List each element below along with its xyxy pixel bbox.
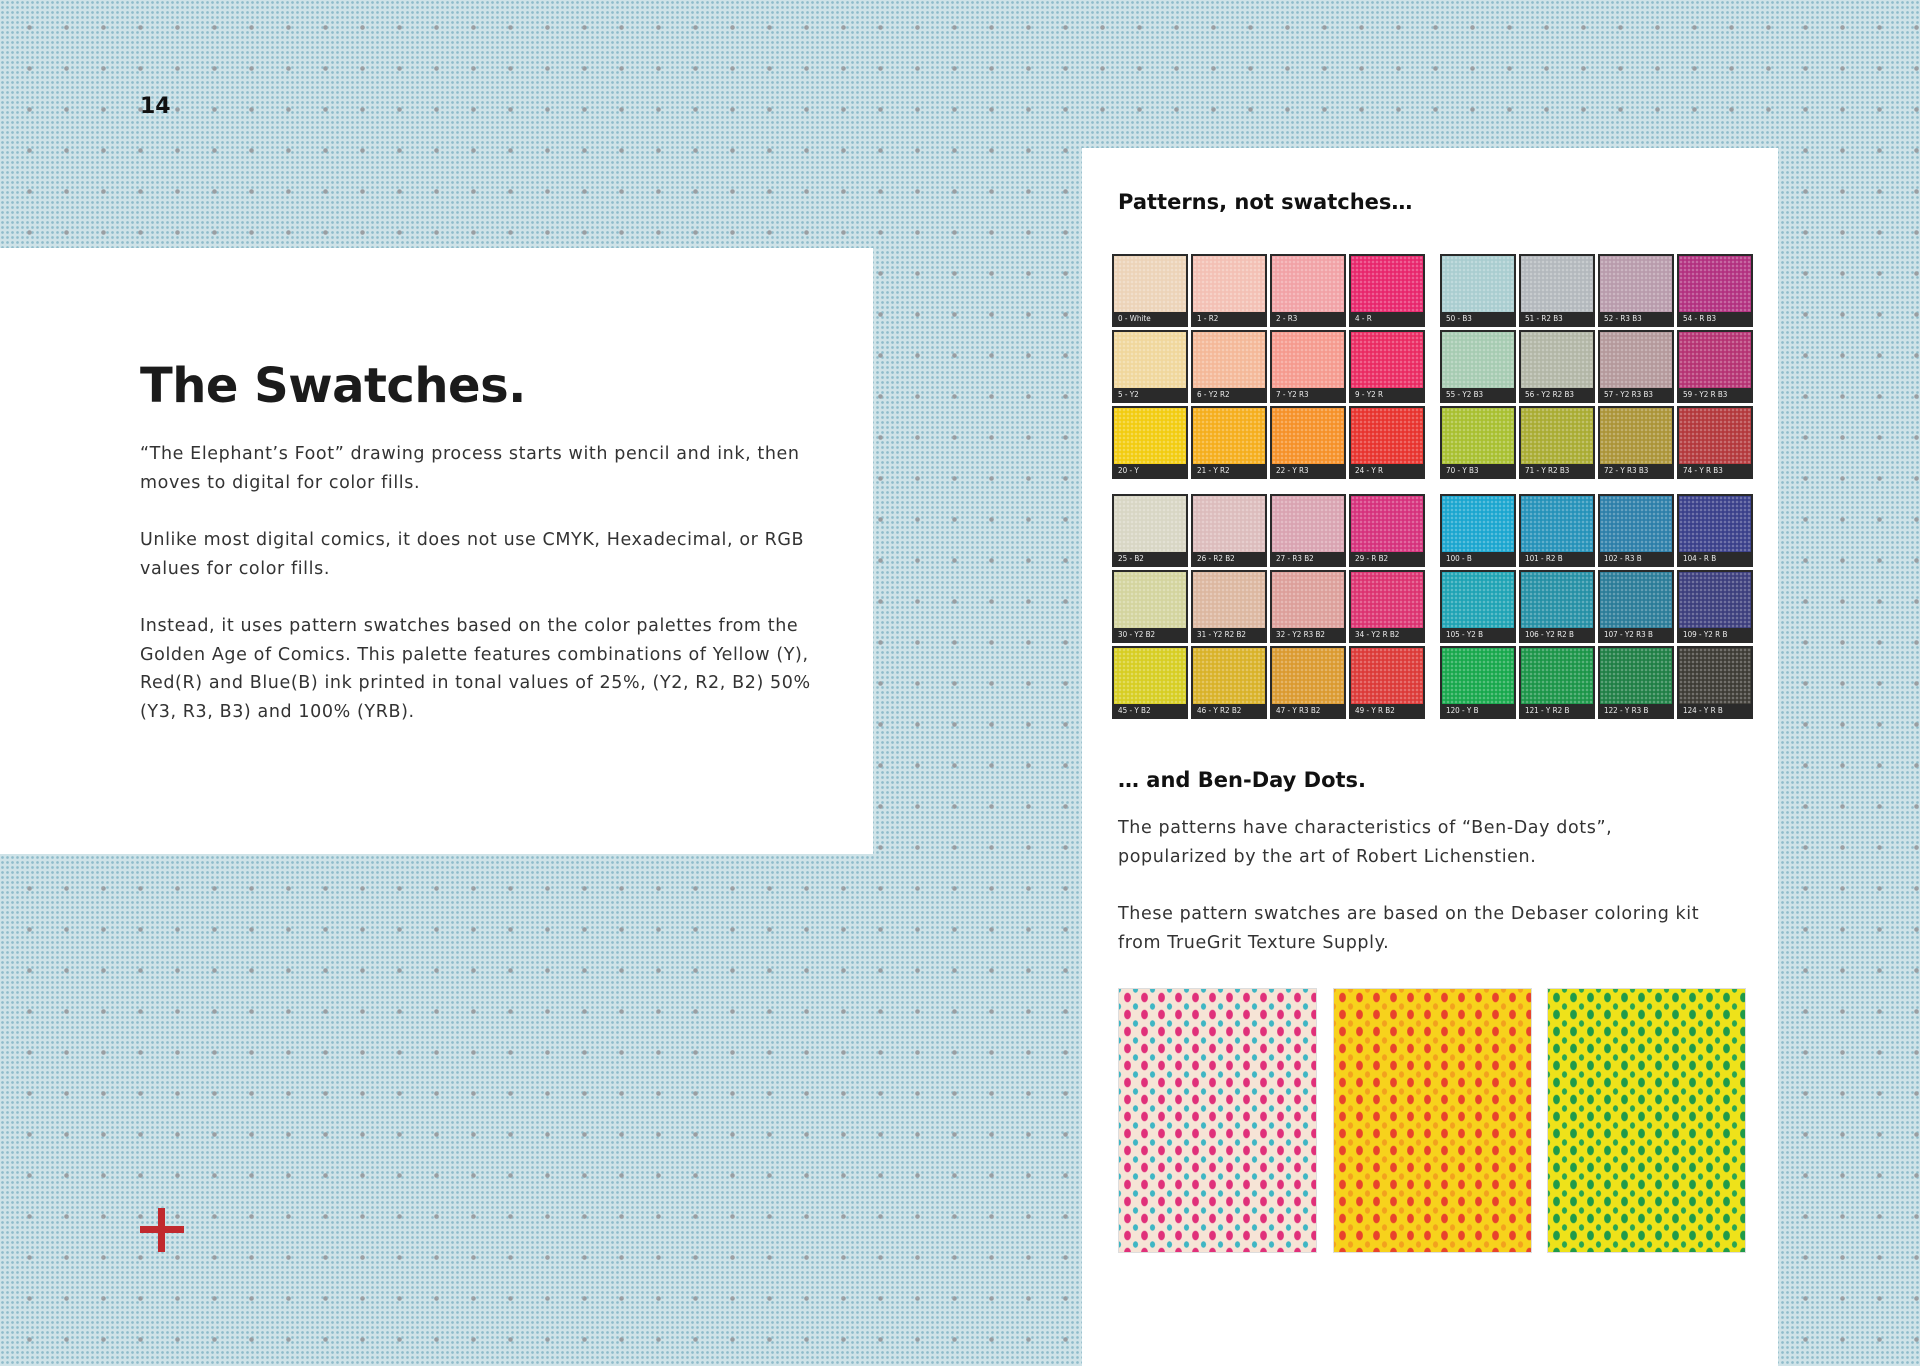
page-number: 14: [140, 94, 171, 119]
swatch-label: 21 - Y R2: [1193, 464, 1265, 477]
intro-paragraph-1: “The Elephant’s Foot” drawing process starts with pencil and ink, then moves to digital for color fills.: [140, 444, 800, 493]
benday-tile-magenta-cyan: [1118, 988, 1317, 1253]
bendays-paragraph-1: The patterns have characteristics of “Ben-Day dots”, popularized by the art of Robert Lichenstien.: [1118, 818, 1613, 867]
color-swatch: [1519, 570, 1595, 643]
color-swatch: [1598, 646, 1674, 719]
color-swatch: [1112, 330, 1188, 403]
color-swatch: [1598, 330, 1674, 403]
swatch-label: 104 - R B: [1679, 552, 1751, 565]
color-swatch: [1270, 330, 1346, 403]
color-swatch: [1440, 570, 1516, 643]
swatch-label: 25 - B2: [1114, 552, 1186, 565]
color-swatch: [1191, 254, 1267, 327]
swatch-label: 31 - Y2 R2 B2: [1193, 628, 1265, 641]
swatch-label: 106 - Y2 R2 B: [1521, 628, 1593, 641]
swatch-label: 70 - Y B3: [1442, 464, 1514, 477]
color-swatch: [1598, 494, 1674, 567]
color-swatch: [1677, 330, 1753, 403]
swatch-label: 120 - Y B: [1442, 704, 1514, 717]
color-swatch: [1598, 570, 1674, 643]
color-swatch: [1519, 494, 1595, 567]
swatch-label: 7 - Y2 R3: [1272, 388, 1344, 401]
swatch-label: 1 - R2: [1193, 312, 1265, 325]
swatch-label: 20 - Y: [1114, 464, 1186, 477]
swatch-label: 0 - White: [1114, 312, 1186, 325]
color-swatch: [1270, 254, 1346, 327]
swatch-label: 26 - R2 B2: [1193, 552, 1265, 565]
swatch-label: 109 - Y2 R B: [1679, 628, 1751, 641]
swatch-label: 54 - R B3: [1679, 312, 1751, 325]
color-swatch: [1519, 254, 1595, 327]
swatch-label: 122 - Y R3 B: [1600, 704, 1672, 717]
swatch-label: 4 - R: [1351, 312, 1423, 325]
swatch-label: 59 - Y2 R B3: [1679, 388, 1751, 401]
swatch-group-b3: [1440, 254, 1753, 479]
color-swatch: [1349, 494, 1425, 567]
color-swatch: [1270, 570, 1346, 643]
swatch-label: 47 - Y R3 B2: [1272, 704, 1344, 717]
swatch-label: 105 - Y2 B: [1442, 628, 1514, 641]
intro-paragraph-3: Instead, it uses pattern swatches based on the color palettes from the Golden Age of Comics. This palette features combinations of Yellow (Y), Red(R) and Blue(B) ink printed in tonal values of 25%, (Y2, R2, B2) 50% (Y3, R3, B3) and 100% (YRB).: [140, 616, 811, 722]
color-swatch: [1677, 254, 1753, 327]
bendays-paragraph-2: These pattern swatches are based on the Debaser coloring kit from TrueGrit Texture Supply.: [1118, 904, 1700, 953]
color-swatch: [1191, 494, 1267, 567]
swatch-label: 2 - R3: [1272, 312, 1344, 325]
swatch-label: 34 - Y2 R B2: [1351, 628, 1423, 641]
swatch-label: 27 - R3 B2: [1272, 552, 1344, 565]
swatch-label: 50 - B3: [1442, 312, 1514, 325]
color-swatch: [1349, 254, 1425, 327]
patterns-heading: Patterns, not swatches…: [1118, 190, 1413, 214]
swatch-label: 56 - Y2 R2 B3: [1521, 388, 1593, 401]
swatch-label: 6 - Y2 R2: [1193, 388, 1265, 401]
swatch-label: 55 - Y2 B3: [1442, 388, 1514, 401]
color-swatch: [1191, 570, 1267, 643]
color-swatch: [1440, 646, 1516, 719]
color-swatch: [1191, 406, 1267, 479]
swatch-label: 100 - B: [1442, 552, 1514, 565]
swatch-label: 52 - R3 B3: [1600, 312, 1672, 325]
color-swatch: [1270, 494, 1346, 567]
swatch-label: 9 - Y2 R: [1351, 388, 1423, 401]
color-swatch: [1440, 406, 1516, 479]
color-swatch: [1112, 254, 1188, 327]
swatch-label: 32 - Y2 R3 B2: [1272, 628, 1344, 641]
color-swatch: [1519, 646, 1595, 719]
swatch-label: 121 - Y R2 B: [1521, 704, 1593, 717]
color-swatch: [1440, 254, 1516, 327]
color-swatch: [1112, 494, 1188, 567]
swatch-label: 57 - Y2 R3 B3: [1600, 388, 1672, 401]
page-title: The Swatches.: [140, 358, 526, 414]
color-swatch: [1677, 570, 1753, 643]
color-swatch: [1519, 406, 1595, 479]
swatch-label: 124 - Y R B: [1679, 704, 1751, 717]
swatch-label: 45 - Y B2: [1114, 704, 1186, 717]
color-swatch: [1519, 330, 1595, 403]
swatch-label: 5 - Y2: [1114, 388, 1186, 401]
swatch-label: 71 - Y R2 B3: [1521, 464, 1593, 477]
swatch-label: 101 - R2 B: [1521, 552, 1593, 565]
swatch-label: 24 - Y R: [1351, 464, 1423, 477]
swatch-label: 107 - Y2 R3 B: [1600, 628, 1672, 641]
color-swatch: [1677, 494, 1753, 567]
swatch-label: 30 - Y2 B2: [1114, 628, 1186, 641]
swatch-label: 102 - R3 B: [1600, 552, 1672, 565]
swatch-label: 51 - R2 B3: [1521, 312, 1593, 325]
swatch-label: 49 - Y R B2: [1351, 704, 1423, 717]
benday-tile-green-yellow: [1547, 988, 1746, 1253]
color-swatch: [1349, 570, 1425, 643]
swatch-group-b2: [1112, 494, 1425, 719]
intro-paragraph-2: Unlike most digital comics, it does not use CMYK, Hexadecimal, or RGB values for color fills.: [140, 530, 805, 579]
bendays-heading: … and Ben-Day Dots.: [1118, 768, 1367, 792]
color-swatch: [1440, 330, 1516, 403]
color-swatch: [1112, 570, 1188, 643]
color-swatch: [1191, 330, 1267, 403]
benday-tile-red-yellow: [1333, 988, 1532, 1253]
color-swatch: [1598, 406, 1674, 479]
color-swatch: [1191, 646, 1267, 719]
color-swatch: [1112, 406, 1188, 479]
swatch-label: 29 - R B2: [1351, 552, 1423, 565]
color-swatch: [1598, 254, 1674, 327]
color-swatch: [1440, 494, 1516, 567]
color-swatch: [1349, 406, 1425, 479]
swatch-label: 74 - Y R B3: [1679, 464, 1751, 477]
color-swatch: [1677, 646, 1753, 719]
swatch-label: 72 - Y R3 B3: [1600, 464, 1672, 477]
swatch-group-b: [1440, 494, 1753, 719]
color-swatch: [1677, 406, 1753, 479]
swatch-group-yellow-red: [1112, 254, 1425, 479]
plus-icon: [140, 1208, 184, 1252]
color-swatch: [1349, 330, 1425, 403]
color-swatch: [1270, 406, 1346, 479]
color-swatch: [1349, 646, 1425, 719]
swatch-label: 22 - Y R3: [1272, 464, 1344, 477]
swatch-label: 46 - Y R2 B2: [1193, 704, 1265, 717]
color-swatch: [1270, 646, 1346, 719]
color-swatch: [1112, 646, 1188, 719]
